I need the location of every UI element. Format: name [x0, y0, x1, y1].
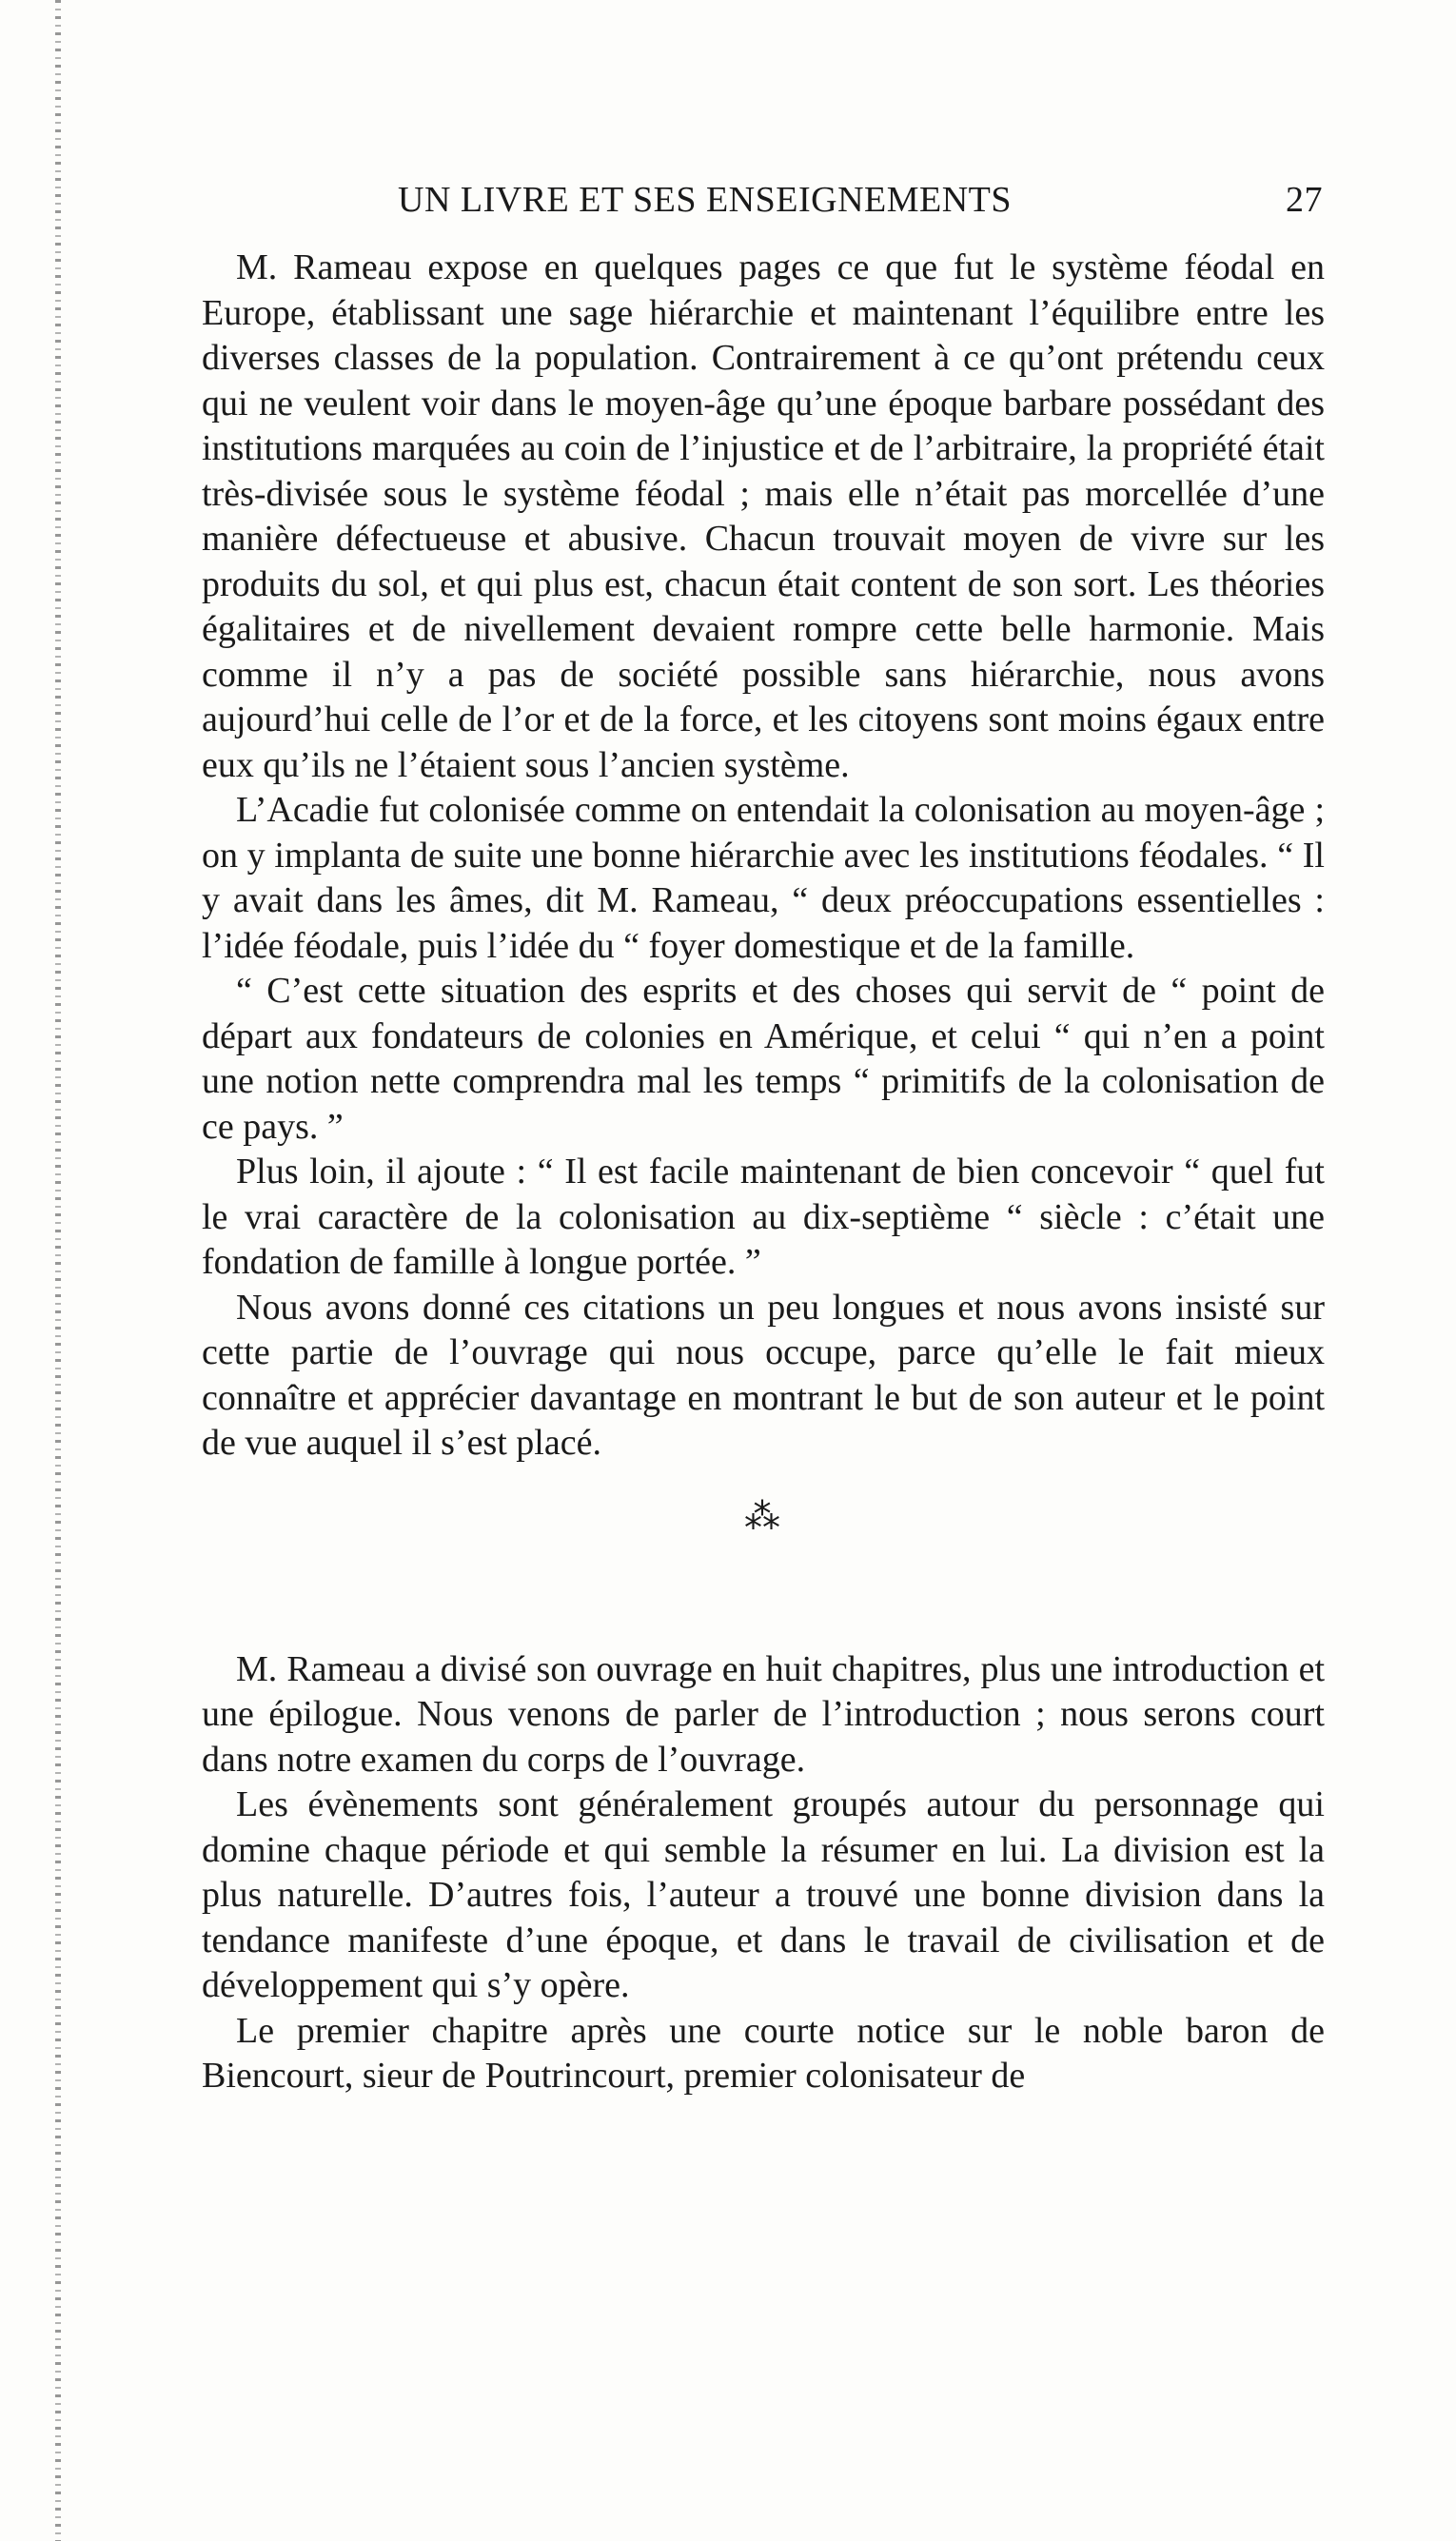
section-break-asterism: ⁂: [744, 1496, 782, 1537]
running-head: [398, 179, 1323, 228]
paragraph-acadie-colonisation: L’Acadie fut colonisée comme on entendait la colonisation au moyen-âge ; on y implanta de suite une bonne hiérarchie avec les institutions féodales. “ Il y avait dans les âmes, dit M. Rameau, “ deux préoccupations essentielles : l’idée féodale, puis l’idée du “ foyer domestique et de la famille.: [202, 790, 1325, 966]
paragraph-first-chapter: Le premier chapitre après une courte notice sur le noble baron de Biencourt, sieur de Poutrincourt, premier colonisateur de: [202, 2010, 1325, 2096]
paragraph-quote-situation: “ C’est cette situation des esprits et des choses qui servit de “ point de départ aux fondateurs de colonies en Amérique, et celui “ qui n’en a point une notion nette comprendra mal les temps “ primitifs de la colonisation de ce pays. ”: [202, 971, 1325, 1147]
paragraph-events-grouping: Les évènements sont généralement groupés autour du personnage qui domine chaque période et qui semble la résumer en lui. La division est la plus naturelle. D’autres fois, l’auteur a trouvé une bonne division dans la tendance manifeste d’une époque, et dans le travail de civilisation et de développement qui s’y opère.: [202, 1784, 1325, 2005]
paragraph-quote-plus-loin: Plus loin, il ajoute : “ Il est facile maintenant de bien concevoir “ quel fut le vrai caractère de la colonisation au dix-septième “ siècle : c’était une fondation de famille à longue portée. ”: [202, 1152, 1325, 1282]
paragraph-feudal-system: M. Rameau expose en quelques pages ce que fut le système féodal en Europe, établissant une sage hiérarchie et maintenant l’équilibre entre les diverses classes de la population. Contrairement à ce qu’ont prétendu ceux qui ne veulent voir dans le moyen-âge qu’une époque barbare possédant des institutions marquées au coin de l’injustice et de l’arbitraire, la propriété était très-divisée sous le système féodal ; mais elle n’était pas morcellée d’une manière défectueuse et abusive. Chacun trouvait moyen de vivre sur les produits du sol, et qui plus est, chacun était content de son sort. Les théories égalitaires et de nivellement devaient rompre cette belle harmonie. Mais comme il n’y a pas de société possible sans hiérarchie, nous avons aujourd’hui celle de l’or et de la force, et les citoyens sont moins égaux entre eux qu’ils ne l’étaient sous l’ancien système.: [202, 247, 1325, 785]
page-number: 27: [1286, 180, 1323, 220]
body-text: [202, 246, 1325, 2099]
paragraph-citations-note: Nous avons donné ces citations un peu longues et nous avons insisté sur cette partie de l’ouvrage qui nous occupe, parce qu’elle le fait mieux connaître et apprécier davantage en montrant le but de son auteur et le point de vue auquel il s’est placé.: [202, 1287, 1325, 1463]
running-head-title: UN LIVRE ET SES ENSEIGNEMENTS: [398, 180, 1013, 220]
paragraph-eight-chapters: M. Rameau a divisé son ouvrage en huit chapitres, plus une introduction et une épilogue. Nous venons de parler de l’introduction ; nous serons court dans notre examen du corps de l’ouvrage.: [202, 1648, 1325, 1780]
page-binding-edge: [55, 0, 61, 2541]
